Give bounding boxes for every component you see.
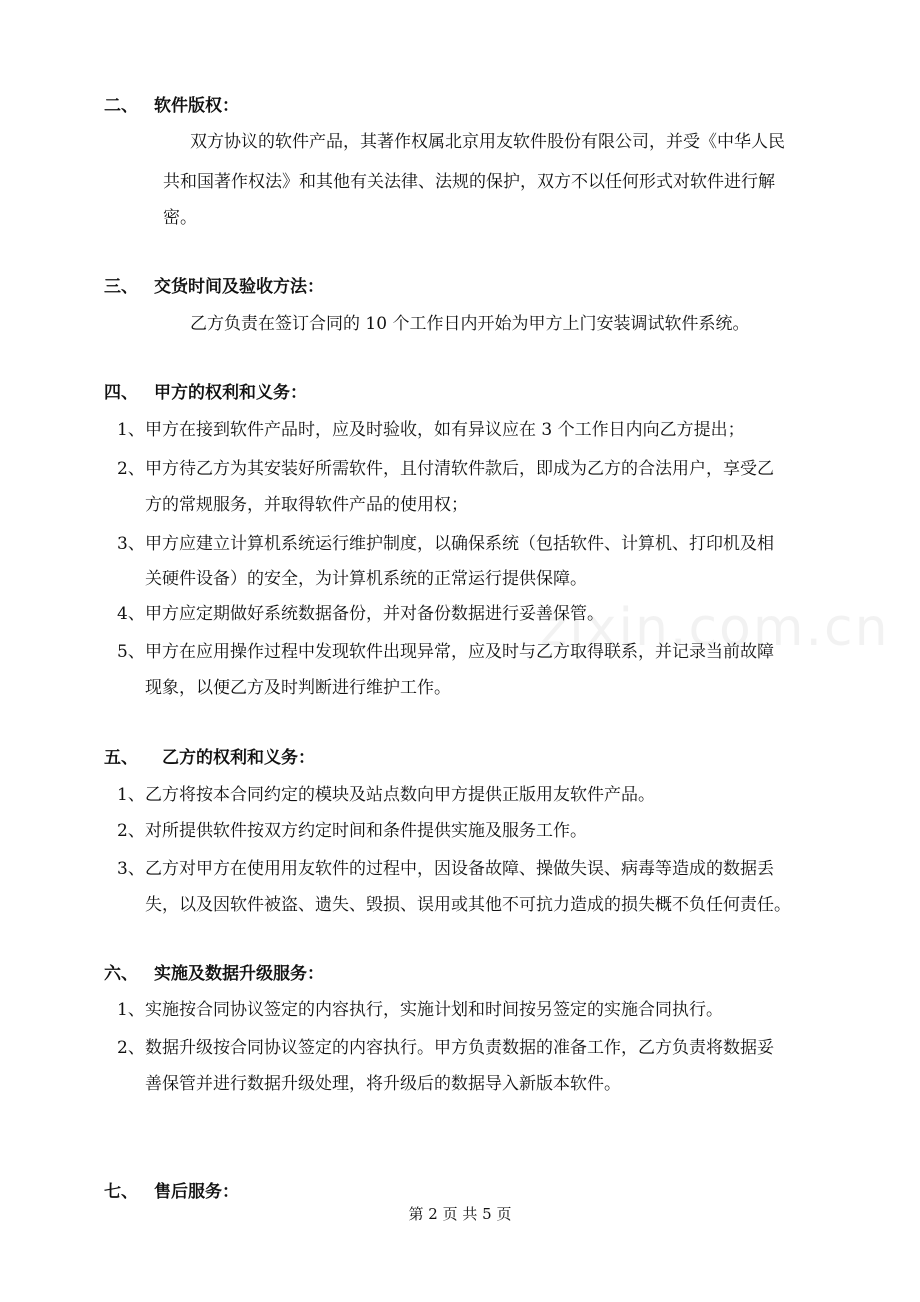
paragraph-line: 双方协议的软件产品，其著作权属北京用友软件股份有限公司，并受《中华人民 xyxy=(190,132,785,152)
section-heading xyxy=(104,1180,239,1204)
list-item-text: 对所提供软件按双方约定时间和条件提供实施及服务工作。 xyxy=(145,821,587,841)
list-item xyxy=(117,1036,774,1060)
list-item-number: 3、 xyxy=(117,534,145,554)
list-item-continuation: 失，以及因软件被盗、遗失、毁损、误用或其他不可抗力造成的损失概不负任何责任。 xyxy=(145,895,791,915)
section-number: 四、 xyxy=(104,383,138,403)
section-title: 甲方的权利和义务： xyxy=(154,383,307,403)
section-title: 售后服务： xyxy=(154,1182,239,1202)
list-item xyxy=(117,532,774,556)
list-item-continuation: 现象，以便乙方及时判断进行维护工作。 xyxy=(145,678,451,698)
list-item-text: 甲方在应用操作过程中发现软件出现异常，应及时与乙方取得联系，并记录当前故障 xyxy=(145,642,774,662)
section-number: 七、 xyxy=(104,1182,138,1202)
list-item-text: 乙方对甲方在使用用友软件的过程中，因设备故障、操做失误、病毒等造成的数据丢 xyxy=(145,859,774,879)
paragraph-line: 乙方负责在签订合同的 10 个工作日内开始为甲方上门安装调试软件系统。 xyxy=(190,314,750,334)
list-item-number: 1、 xyxy=(117,1000,145,1020)
section-title: 实施及数据升级服务： xyxy=(154,964,324,984)
list-item-number: 2、 xyxy=(117,1038,145,1058)
section-title: 软件版权： xyxy=(154,96,239,116)
list-item-text: 甲方应建立计算机系统运行维护制度，以确保系统（包括软件、计算机、打印机及相 xyxy=(145,534,774,554)
list-item-text: 甲方待乙方为其安装好所需软件，且付清软件款后，即成为乙方的合法用户，享受乙 xyxy=(145,459,774,479)
list-item xyxy=(117,783,655,807)
list-item xyxy=(117,640,774,664)
list-item-continuation: 善保管并进行数据升级处理，将升级后的数据导入新版本软件。 xyxy=(145,1074,621,1094)
list-item-text: 甲方应定期做好系统数据备份，并对备份数据进行妥善保管。 xyxy=(145,604,604,624)
section-heading xyxy=(104,746,315,770)
section-title: 乙方的权利和义务： xyxy=(162,748,315,768)
list-item-text: 数据升级按合同协议签定的内容执行。甲方负责数据的准备工作，乙方负责将数据妥 xyxy=(145,1038,774,1058)
list-item xyxy=(117,418,745,442)
list-item-number: 2、 xyxy=(117,821,145,841)
section-heading xyxy=(104,94,239,118)
list-item xyxy=(117,998,723,1022)
list-item-number: 3、 xyxy=(117,859,145,879)
section-heading xyxy=(104,962,324,986)
paragraph-line: 共和国著作权法》和其他有关法律、法规的保护，双方不以任何形式对软件进行解 xyxy=(163,172,775,192)
list-item-continuation: 方的常规服务，并取得软件产品的使用权； xyxy=(145,495,468,515)
list-item xyxy=(117,457,774,481)
list-item-text: 实施按合同协议签定的内容执行，实施计划和时间按另签定的实施合同执行。 xyxy=(145,1000,723,1020)
section-title: 交货时间及验收方法： xyxy=(154,277,324,297)
list-item-continuation: 关硬件设备）的安全，为计算机系统的正常运行提供保障。 xyxy=(145,569,587,589)
list-item xyxy=(117,819,587,843)
list-item-number: 1、 xyxy=(117,420,145,440)
section-heading xyxy=(104,381,307,405)
watermark: zixin.com.cn xyxy=(540,598,890,658)
list-item-number: 5、 xyxy=(117,642,145,662)
list-item-number: 4、 xyxy=(117,604,145,624)
section-number: 六、 xyxy=(104,964,138,984)
page-footer: 第 2 页 共 5 页 xyxy=(408,1205,512,1223)
list-item-number: 2、 xyxy=(117,459,145,479)
list-item-text: 甲方在接到软件产品时，应及时验收，如有异议应在 3 个工作日内向乙方提出； xyxy=(145,420,745,440)
list-item-number: 1、 xyxy=(117,785,145,805)
list-item xyxy=(117,857,774,881)
paragraph-line: 密。 xyxy=(163,208,197,228)
section-heading xyxy=(104,275,324,299)
list-item-text: 乙方将按本合同约定的模块及站点数向甲方提供正版用友软件产品。 xyxy=(145,785,655,805)
section-number: 三、 xyxy=(104,277,138,297)
section-number: 五、 xyxy=(104,748,138,768)
section-number: 二、 xyxy=(104,96,138,116)
list-item xyxy=(117,602,604,626)
